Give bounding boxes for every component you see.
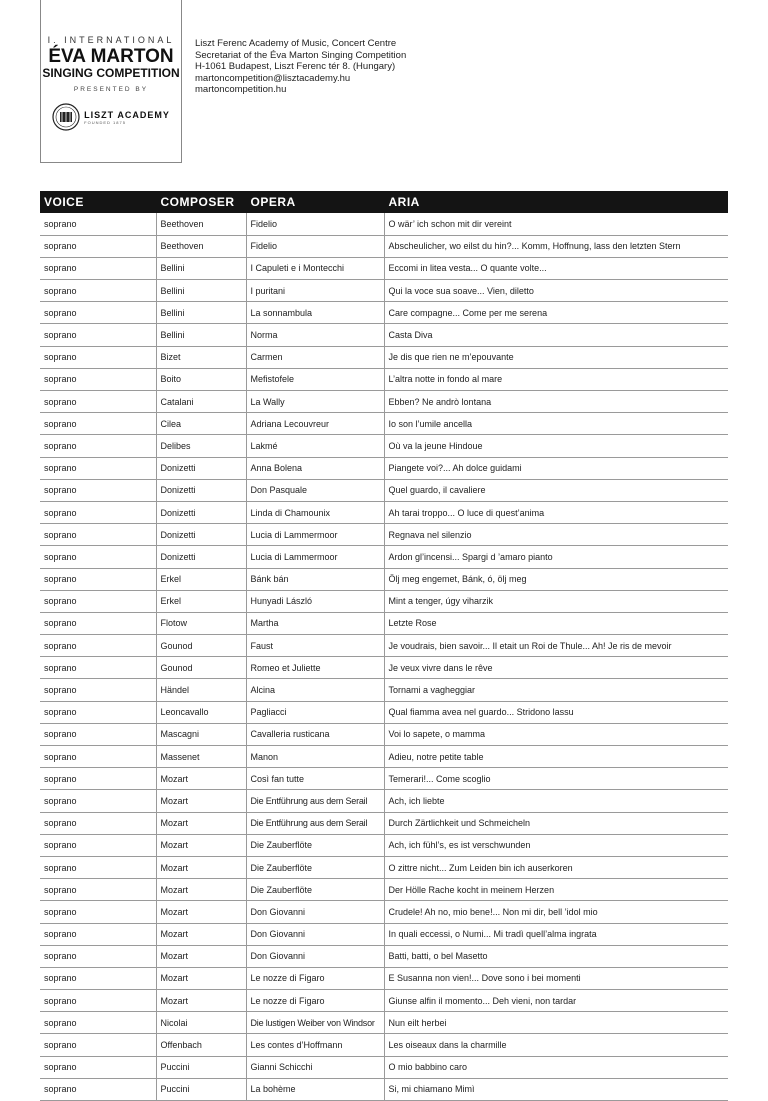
cell-voice: soprano xyxy=(40,546,156,568)
cell-opera: Martha xyxy=(246,612,384,634)
cell-voice: soprano xyxy=(40,635,156,657)
liszt-academy-logo xyxy=(41,103,181,131)
cell-aria: Giunse alfin il momento... Deh vieni, non tardar xyxy=(384,990,728,1012)
cell-voice: soprano xyxy=(40,524,156,546)
table-row xyxy=(40,812,728,834)
cell-opera: Alcina xyxy=(246,679,384,701)
cell-voice: soprano xyxy=(40,324,156,346)
cell-aria: Je veux vivre dans le rêve xyxy=(384,657,728,679)
address-line: Liszt Ferenc Academy of Music, Concert Centre xyxy=(195,38,397,49)
table-header-row xyxy=(40,191,728,213)
cell-voice: soprano xyxy=(40,967,156,989)
cell-aria: Adieu, notre petite table xyxy=(384,746,728,768)
cell-voice: soprano xyxy=(40,657,156,679)
cell-opera: Die lustigen Weiber von Windsor xyxy=(246,1012,384,1034)
table-row xyxy=(40,612,728,634)
cell-opera: Le nozze di Figaro xyxy=(246,990,384,1012)
cell-composer: Mozart xyxy=(156,945,246,967)
cell-voice: soprano xyxy=(40,1056,156,1078)
cell-composer: Bellini xyxy=(156,257,246,279)
cell-voice: soprano xyxy=(40,790,156,812)
cell-aria: Je voudrais, bien savoir... Il etait un Roi de Thule... Ah! Je ris de mevoir xyxy=(384,635,728,657)
table-row xyxy=(40,856,728,878)
cell-composer: Puccini xyxy=(156,1078,246,1100)
cell-voice: soprano xyxy=(40,391,156,413)
cell-composer: Mozart xyxy=(156,768,246,790)
table-row xyxy=(40,945,728,967)
cell-opera: Anna Bolena xyxy=(246,457,384,479)
cell-voice: soprano xyxy=(40,1034,156,1056)
cell-opera: Così fan tutte xyxy=(246,768,384,790)
cell-composer: Gounod xyxy=(156,657,246,679)
cell-aria: Care compagne... Come per me serena xyxy=(384,302,728,324)
table-row xyxy=(40,501,728,523)
cell-composer: Mozart xyxy=(156,990,246,1012)
cell-aria: Der Hölle Rache kocht in meinem Herzen xyxy=(384,879,728,901)
table-row xyxy=(40,346,728,368)
cell-opera: I puritani xyxy=(246,280,384,302)
cell-composer: Massenet xyxy=(156,746,246,768)
table-row xyxy=(40,746,728,768)
repertoire-table xyxy=(40,191,728,1101)
address-line: Secretariat of the Éva Marton Singing Competition xyxy=(195,49,407,61)
cell-opera: I Capuleti e i Montecchi xyxy=(246,257,384,279)
cell-opera: Carmen xyxy=(246,346,384,368)
cell-opera: Linda di Chamounix xyxy=(246,501,384,523)
cell-aria: Quel guardo, il cavaliere xyxy=(384,479,728,501)
cell-voice: soprano xyxy=(40,923,156,945)
cell-aria: L’altra notte in fondo al mare xyxy=(384,368,728,390)
cell-opera: Die Entführung aus dem Serail xyxy=(246,790,384,812)
table-row xyxy=(40,1056,728,1078)
cell-aria: Crudele! Ah no, mio bene!... Non mi dir, bell ’idol mio xyxy=(384,901,728,923)
cell-voice: soprano xyxy=(40,768,156,790)
cell-voice: soprano xyxy=(40,723,156,745)
table-row xyxy=(40,901,728,923)
cell-opera: La Wally xyxy=(246,391,384,413)
cell-aria: Ach, ich fühl’s, es ist verschwunden xyxy=(384,834,728,856)
cell-composer: Donizetti xyxy=(156,546,246,568)
cell-aria: Les oiseaux dans la charmille xyxy=(384,1034,728,1056)
table-row xyxy=(40,701,728,723)
table-row xyxy=(40,235,728,257)
cell-composer: Gounod xyxy=(156,635,246,657)
table-row xyxy=(40,967,728,989)
cell-opera: Mefistofele xyxy=(246,368,384,390)
cell-composer: Mozart xyxy=(156,901,246,923)
table-row xyxy=(40,590,728,612)
table-row xyxy=(40,834,728,856)
table-row xyxy=(40,302,728,324)
cell-opera: Fidelio xyxy=(246,235,384,257)
table-row xyxy=(40,1078,728,1100)
cell-voice: soprano xyxy=(40,879,156,901)
table-row xyxy=(40,657,728,679)
cell-aria: Où va la jeune Hindoue xyxy=(384,435,728,457)
cell-aria: Je dis que rien ne m’epouvante xyxy=(384,346,728,368)
cell-voice: soprano xyxy=(40,812,156,834)
cell-opera: Die Zauberflöte xyxy=(246,856,384,878)
cell-opera: Lucia di Lammermoor xyxy=(246,546,384,568)
cell-composer: Mozart xyxy=(156,834,246,856)
cell-aria: E Susanna non vien!... Dove sono i bei momenti xyxy=(384,967,728,989)
cell-composer: Leoncavallo xyxy=(156,701,246,723)
cell-voice: soprano xyxy=(40,346,156,368)
cell-aria: Voi lo sapete, o mamma xyxy=(384,723,728,745)
cell-composer: Bellini xyxy=(156,280,246,302)
table-row xyxy=(40,368,728,390)
cell-composer: Donizetti xyxy=(156,501,246,523)
cell-aria: Letzte Rose xyxy=(384,612,728,634)
competition-logo xyxy=(40,0,182,163)
table-row xyxy=(40,413,728,435)
cell-voice: soprano xyxy=(40,235,156,257)
table-row xyxy=(40,435,728,457)
table-row xyxy=(40,324,728,346)
cell-voice: soprano xyxy=(40,1078,156,1100)
cell-composer: Mozart xyxy=(156,967,246,989)
cell-opera: Lakmé xyxy=(246,435,384,457)
cell-composer: Händel xyxy=(156,679,246,701)
cell-voice: soprano xyxy=(40,834,156,856)
cell-opera: Cavalleria rusticana xyxy=(246,723,384,745)
cell-opera: Les contes d’Hoffmann xyxy=(246,1034,384,1056)
cell-opera: Don Giovanni xyxy=(246,901,384,923)
cell-aria: Ebben? Ne andrò lontana xyxy=(384,391,728,413)
cell-opera: Pagliacci xyxy=(246,701,384,723)
cell-opera: Don Pasquale xyxy=(246,479,384,501)
cell-aria: In quali eccessi, o Numi... Mi tradì quell’alma ingrata xyxy=(384,923,728,945)
cell-aria: Batti, batti, o bel Masetto xyxy=(384,945,728,967)
table-row xyxy=(40,568,728,590)
cell-aria: Regnava nel silenzio xyxy=(384,524,728,546)
cell-voice: soprano xyxy=(40,746,156,768)
cell-aria: Durch Zärtlichkeit und Schmeicheln xyxy=(384,812,728,834)
cell-voice: soprano xyxy=(40,257,156,279)
cell-composer: Mozart xyxy=(156,879,246,901)
cell-voice: soprano xyxy=(40,302,156,324)
table-row xyxy=(40,790,728,812)
cell-aria: Mint a tenger, úgy viharzik xyxy=(384,590,728,612)
cell-voice: soprano xyxy=(40,990,156,1012)
cell-aria: O zittre nicht... Zum Leiden bin ich auserkoren xyxy=(384,856,728,878)
cell-voice: soprano xyxy=(40,501,156,523)
cell-voice: soprano xyxy=(40,1012,156,1034)
cell-aria: Qui la voce sua soave... Vien, diletto xyxy=(384,280,728,302)
cell-voice: soprano xyxy=(40,568,156,590)
table-row xyxy=(40,546,728,568)
cell-composer: Bizet xyxy=(156,346,246,368)
cell-aria: Ah tarai troppo... O luce di quest’anima xyxy=(384,501,728,523)
cell-voice: soprano xyxy=(40,435,156,457)
cell-composer: Mozart xyxy=(156,790,246,812)
website-link[interactable]: martoncompetition.hu xyxy=(195,84,287,95)
cell-voice: soprano xyxy=(40,901,156,923)
cell-voice: soprano xyxy=(40,479,156,501)
cell-aria: Ölj meg engemet, Bánk, ó, ölj meg xyxy=(384,568,728,590)
address-line: H-1061 Budapest, Liszt Ferenc tér 8. (Hungary) xyxy=(195,61,396,72)
cell-composer: Nicolai xyxy=(156,1012,246,1034)
cell-opera: Hunyadi László xyxy=(246,590,384,612)
cell-composer: Cilea xyxy=(156,413,246,435)
cell-voice: soprano xyxy=(40,413,156,435)
cell-composer: Bellini xyxy=(156,302,246,324)
cell-aria: Piangete voi?... Ah dolce guidami xyxy=(384,457,728,479)
email-link[interactable]: martoncompetition@lisztacademy.hu xyxy=(195,72,351,84)
cell-opera: Die Zauberflöte xyxy=(246,879,384,901)
cell-voice: soprano xyxy=(40,856,156,878)
table-row xyxy=(40,457,728,479)
column-header-voice: VOICE xyxy=(40,191,156,213)
table-row xyxy=(40,768,728,790)
cell-composer: Mozart xyxy=(156,856,246,878)
table-row xyxy=(40,479,728,501)
cell-voice: soprano xyxy=(40,280,156,302)
cell-aria: O wär’ ich schon mit dir vereint xyxy=(384,213,728,235)
cell-composer: Mozart xyxy=(156,812,246,834)
logo-subtitle: SINGING COMPETITION xyxy=(42,66,180,80)
cell-aria: Qual fiamma avea nel guardo... Stridono lassu xyxy=(384,701,728,723)
table-row xyxy=(40,280,728,302)
table-row xyxy=(40,257,728,279)
cell-composer: Donizetti xyxy=(156,524,246,546)
cell-composer: Mozart xyxy=(156,923,246,945)
cell-opera: Adriana Lecouvreur xyxy=(246,413,384,435)
logo-edition-text: I. INTERNATIONAL xyxy=(47,35,175,45)
table-row xyxy=(40,990,728,1012)
cell-opera: Manon xyxy=(246,746,384,768)
table-row xyxy=(40,635,728,657)
cell-voice: soprano xyxy=(40,679,156,701)
cell-aria: Temerari!... Come scoglio xyxy=(384,768,728,790)
cell-aria: O mio babbino caro xyxy=(384,1056,728,1078)
cell-voice: soprano xyxy=(40,701,156,723)
table-row xyxy=(40,213,728,235)
column-header-composer: COMPOSER xyxy=(156,191,246,213)
cell-aria: Ach, ich liebte xyxy=(384,790,728,812)
cell-aria: Nun eilt herbei xyxy=(384,1012,728,1034)
cell-aria: Eccomi in litea vesta... O quante volte... xyxy=(384,257,728,279)
cell-aria: Si, mi chiamano Mimì xyxy=(384,1078,728,1100)
cell-voice: soprano xyxy=(40,612,156,634)
cell-composer: Puccini xyxy=(156,1056,246,1078)
cell-composer: Catalani xyxy=(156,391,246,413)
column-header-opera: OPERA xyxy=(246,191,384,213)
cell-opera: Don Giovanni xyxy=(246,945,384,967)
cell-composer: Donizetti xyxy=(156,479,246,501)
table-row xyxy=(40,679,728,701)
cell-opera: Faust xyxy=(246,635,384,657)
liszt-founded: FOUNDED 1875 xyxy=(84,119,126,125)
cell-composer: Offenbach xyxy=(156,1034,246,1056)
cell-aria: Ardon gl’incensi... Spargi d ’amaro pianto xyxy=(384,546,728,568)
cell-opera: Don Giovanni xyxy=(246,923,384,945)
cell-composer: Boito xyxy=(156,368,246,390)
table-row xyxy=(40,524,728,546)
cell-opera: Fidelio xyxy=(246,213,384,235)
cell-voice: soprano xyxy=(40,213,156,235)
cell-opera: Romeo et Juliette xyxy=(246,657,384,679)
liszt-seal-icon xyxy=(52,103,80,131)
cell-opera: Le nozze di Figaro xyxy=(246,967,384,989)
cell-voice: soprano xyxy=(40,590,156,612)
cell-voice: soprano xyxy=(40,945,156,967)
cell-composer: Erkel xyxy=(156,590,246,612)
logo-presented-by: PRESENTED BY xyxy=(73,86,149,93)
cell-opera: Gianni Schicchi xyxy=(246,1056,384,1078)
cell-composer: Beethoven xyxy=(156,235,246,257)
table-row xyxy=(40,1034,728,1056)
column-header-aria: ARIA xyxy=(384,191,728,213)
cell-opera: La sonnambula xyxy=(246,302,384,324)
cell-composer: Mascagni xyxy=(156,723,246,745)
cell-opera: Lucia di Lammermoor xyxy=(246,524,384,546)
cell-opera: Die Entführung aus dem Serail xyxy=(246,812,384,834)
table-row xyxy=(40,1012,728,1034)
cell-composer: Flotow xyxy=(156,612,246,634)
cell-voice: soprano xyxy=(40,457,156,479)
cell-composer: Bellini xyxy=(156,324,246,346)
cell-composer: Delibes xyxy=(156,435,246,457)
table-row xyxy=(40,923,728,945)
cell-composer: Beethoven xyxy=(156,213,246,235)
table-row xyxy=(40,879,728,901)
liszt-academy-name: LISZT ACADEMY xyxy=(84,109,170,120)
cell-voice: soprano xyxy=(40,368,156,390)
cell-aria: Io son l’umile ancella xyxy=(384,413,728,435)
cell-composer: Donizetti xyxy=(156,457,246,479)
logo-title: ÉVA MARTON xyxy=(48,46,174,67)
cell-opera: La bohème xyxy=(246,1078,384,1100)
cell-aria: Casta Diva xyxy=(384,324,728,346)
cell-opera: Bánk bán xyxy=(246,568,384,590)
cell-composer: Erkel xyxy=(156,568,246,590)
address-block xyxy=(195,38,406,96)
cell-opera: Die Zauberflöte xyxy=(246,834,384,856)
table-row xyxy=(40,723,728,745)
cell-opera: Norma xyxy=(246,324,384,346)
table-row xyxy=(40,391,728,413)
cell-aria: Tornami a vagheggiar xyxy=(384,679,728,701)
cell-aria: Abscheulicher, wo eilst du hin?... Komm, Hoffnung, lass den letzten Stern xyxy=(384,235,728,257)
